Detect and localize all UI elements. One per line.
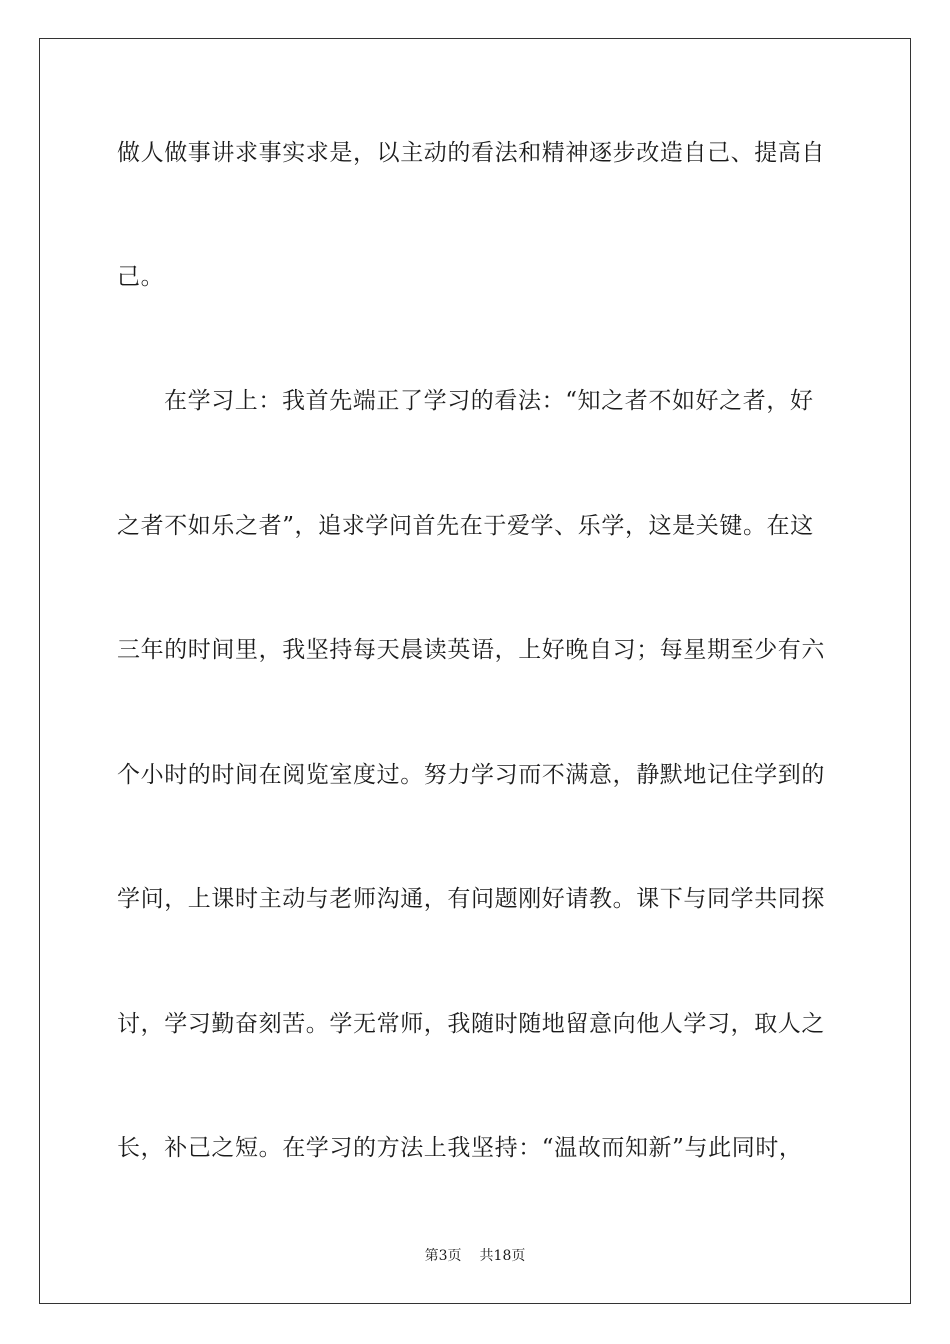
paragraph-line-2: 己。	[117, 264, 165, 290]
paragraph-line-7: 学问，上课时主动与老师沟通，有问题刚好请教。课下与同学共同探	[117, 886, 825, 912]
page-number: 第3页	[424, 1248, 462, 1264]
paragraph-line-8: 讨，学习勤奋刻苦。学无常师，我随时随地留意向他人学习，取人之	[117, 1011, 825, 1037]
paragraph-line-9: 长，补己之短。在学习的方法上我坚持：“温故而知新”与此同时，	[117, 1135, 803, 1161]
paragraph-line-3: 在学习上：我首先端正了学习的看法：“知之者不如好之者，好	[164, 388, 814, 414]
page-total: 共18页	[479, 1248, 526, 1264]
page-footer	[0, 1247, 950, 1265]
paragraph-line-4: 之者不如乐之者”，追求学问首先在于爱学、乐学，这是关键。在这	[117, 513, 814, 539]
page-border	[39, 38, 911, 1304]
paragraph-line-1: 做人做事讲求事实求是，以主动的看法和精神逐步改造自己、提高自	[117, 140, 825, 166]
paragraph-line-5: 三年的时间里，我坚持每天晨读英语，上好晚自习；每星期至少有六	[117, 637, 825, 663]
paragraph-line-6: 个小时的时间在阅览室度过。努力学习而不满意，静默地记住学到的	[117, 762, 825, 788]
